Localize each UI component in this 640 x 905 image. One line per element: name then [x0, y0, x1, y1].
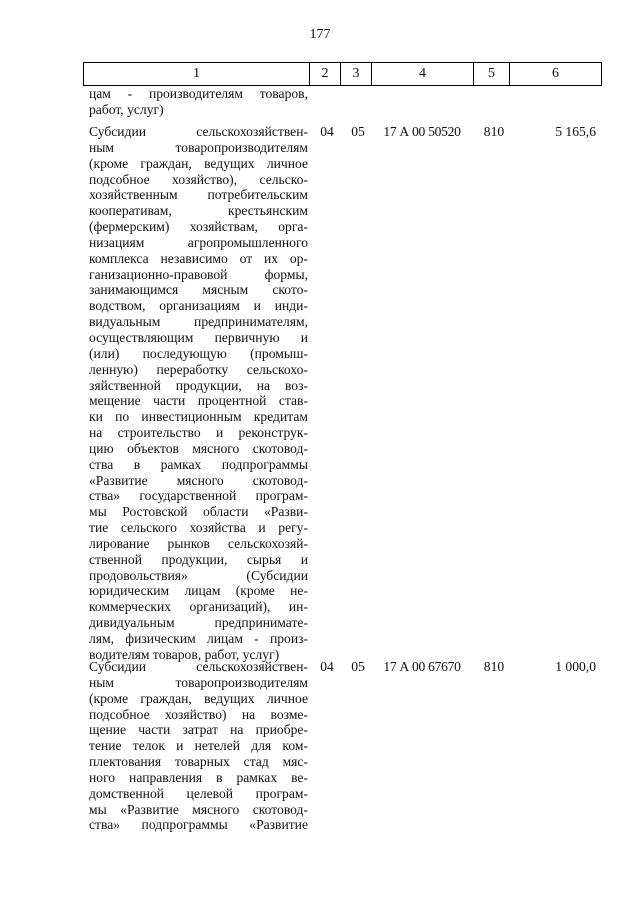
row-amount: 1 000,0 — [555, 659, 596, 674]
header-col-1: 1 — [84, 63, 310, 86]
row-expense-type-code: 810 — [483, 659, 505, 674]
text-line: комплекса независимо от их ор- — [89, 250, 308, 266]
text-line: домственной целевой програм- — [89, 785, 308, 801]
text-line: водством, организациям и инди- — [89, 298, 308, 314]
text-line: на строительство и реконструк- — [89, 425, 308, 441]
text-line: цию объектов мясного скотовод- — [89, 440, 308, 456]
text-line: подсобное хозяйство) на возме- — [89, 706, 308, 722]
text-line: щение части затрат на приобре- — [89, 722, 308, 738]
row-subsection-code: 05 — [351, 659, 365, 674]
text-line: Субсидии сельскохозяйствен- — [89, 124, 308, 139]
row-section-code: 04 — [320, 659, 334, 674]
text-line: занимающимся мясным ското- — [89, 282, 308, 298]
text-line: Субсидии сельскохозяйствен- — [89, 659, 308, 674]
text-line: ства в рамках подпрограммы — [89, 456, 308, 472]
text-line: коммерческих организаций), ин- — [89, 599, 308, 615]
row-target-article-code: 17 А 00 50520 — [383, 124, 461, 139]
page-number: 177 — [309, 27, 331, 42]
text-line: мы «Развитие мясного скотовод- — [89, 801, 308, 817]
text-line: ганизационно-правовой формы, — [89, 266, 308, 282]
row-section-code: 04 — [320, 124, 334, 139]
text-line: (или) последующую (промыш- — [89, 345, 308, 361]
row-description — [89, 124, 308, 663]
text-line: продовольствия» (Субсидии — [89, 567, 308, 583]
text-line: плектования товарных стад мяс- — [89, 754, 308, 770]
text-line: цам - производителям товаров, — [89, 86, 308, 101]
text-line: низациям агропромышленного — [89, 234, 308, 250]
text-line: работ, услуг) — [89, 101, 164, 117]
header-col-2: 2 — [310, 63, 341, 86]
row-expense-type-code: 810 — [483, 124, 505, 139]
text-line: лям, физическим лицам - произ- — [89, 631, 308, 646]
header-row — [84, 63, 602, 86]
text-line: ственной продукции, сырья и — [89, 551, 308, 567]
text-line: ного направления в рамках ве- — [89, 769, 308, 785]
text-line: юридическим лицам (кроме не- — [89, 583, 308, 599]
row-amount: 5 165,6 — [555, 124, 596, 139]
column-header-table — [83, 62, 602, 86]
text-line: «Развитие мясного скотовод- — [89, 472, 308, 488]
header-col-5: 5 — [474, 63, 510, 86]
text-line: ным товаропроизводителям — [89, 674, 308, 690]
continuation-text — [89, 86, 308, 118]
text-line: подсобное хозяйство), сельско- — [89, 171, 308, 187]
text-line: ным товаропроизводителям — [89, 139, 308, 155]
text-line: ства» подпрограммы «Развитие — [89, 817, 308, 833]
text-line: мы Ростовской области «Разви- — [89, 504, 308, 520]
text-line: лирование рынков сельскохозяй- — [89, 535, 308, 551]
row-subsection-code: 05 — [351, 124, 365, 139]
header-col-4: 4 — [372, 63, 474, 86]
text-line: (фермерским) хозяйствам, орга- — [89, 219, 308, 235]
text-line: мещение части процентной став- — [89, 393, 308, 409]
row-target-article-code: 17 А 00 67670 — [383, 659, 461, 674]
text-line: (кроме граждан, ведущих личное — [89, 155, 308, 171]
row-description — [89, 659, 308, 833]
header-col-3: 3 — [341, 63, 372, 86]
text-line: зяйственной продукции, на воз- — [89, 377, 308, 393]
text-line: осуществляющим первичную и — [89, 329, 308, 345]
text-line: видуальным предпринимателям, — [89, 314, 308, 330]
text-line: дивидуальным предпринимате- — [89, 615, 308, 631]
text-line: кооперативам, крестьянским — [89, 203, 308, 219]
text-line: ленную) переработку сельскохо- — [89, 361, 308, 377]
text-line: хозяйственным потребительским — [89, 187, 308, 203]
header-col-6: 6 — [510, 63, 602, 86]
text-line: ки по инвестиционным кредитам — [89, 409, 308, 425]
text-line: тение телок и нетелей для ком- — [89, 738, 308, 754]
text-line: ства» государственной програм- — [89, 488, 308, 504]
text-line: (кроме граждан, ведущих личное — [89, 690, 308, 706]
text-line: тие сельского хозяйства и регу- — [89, 520, 308, 536]
text-line: водителям товаров, работ, услуг) — [89, 646, 280, 662]
